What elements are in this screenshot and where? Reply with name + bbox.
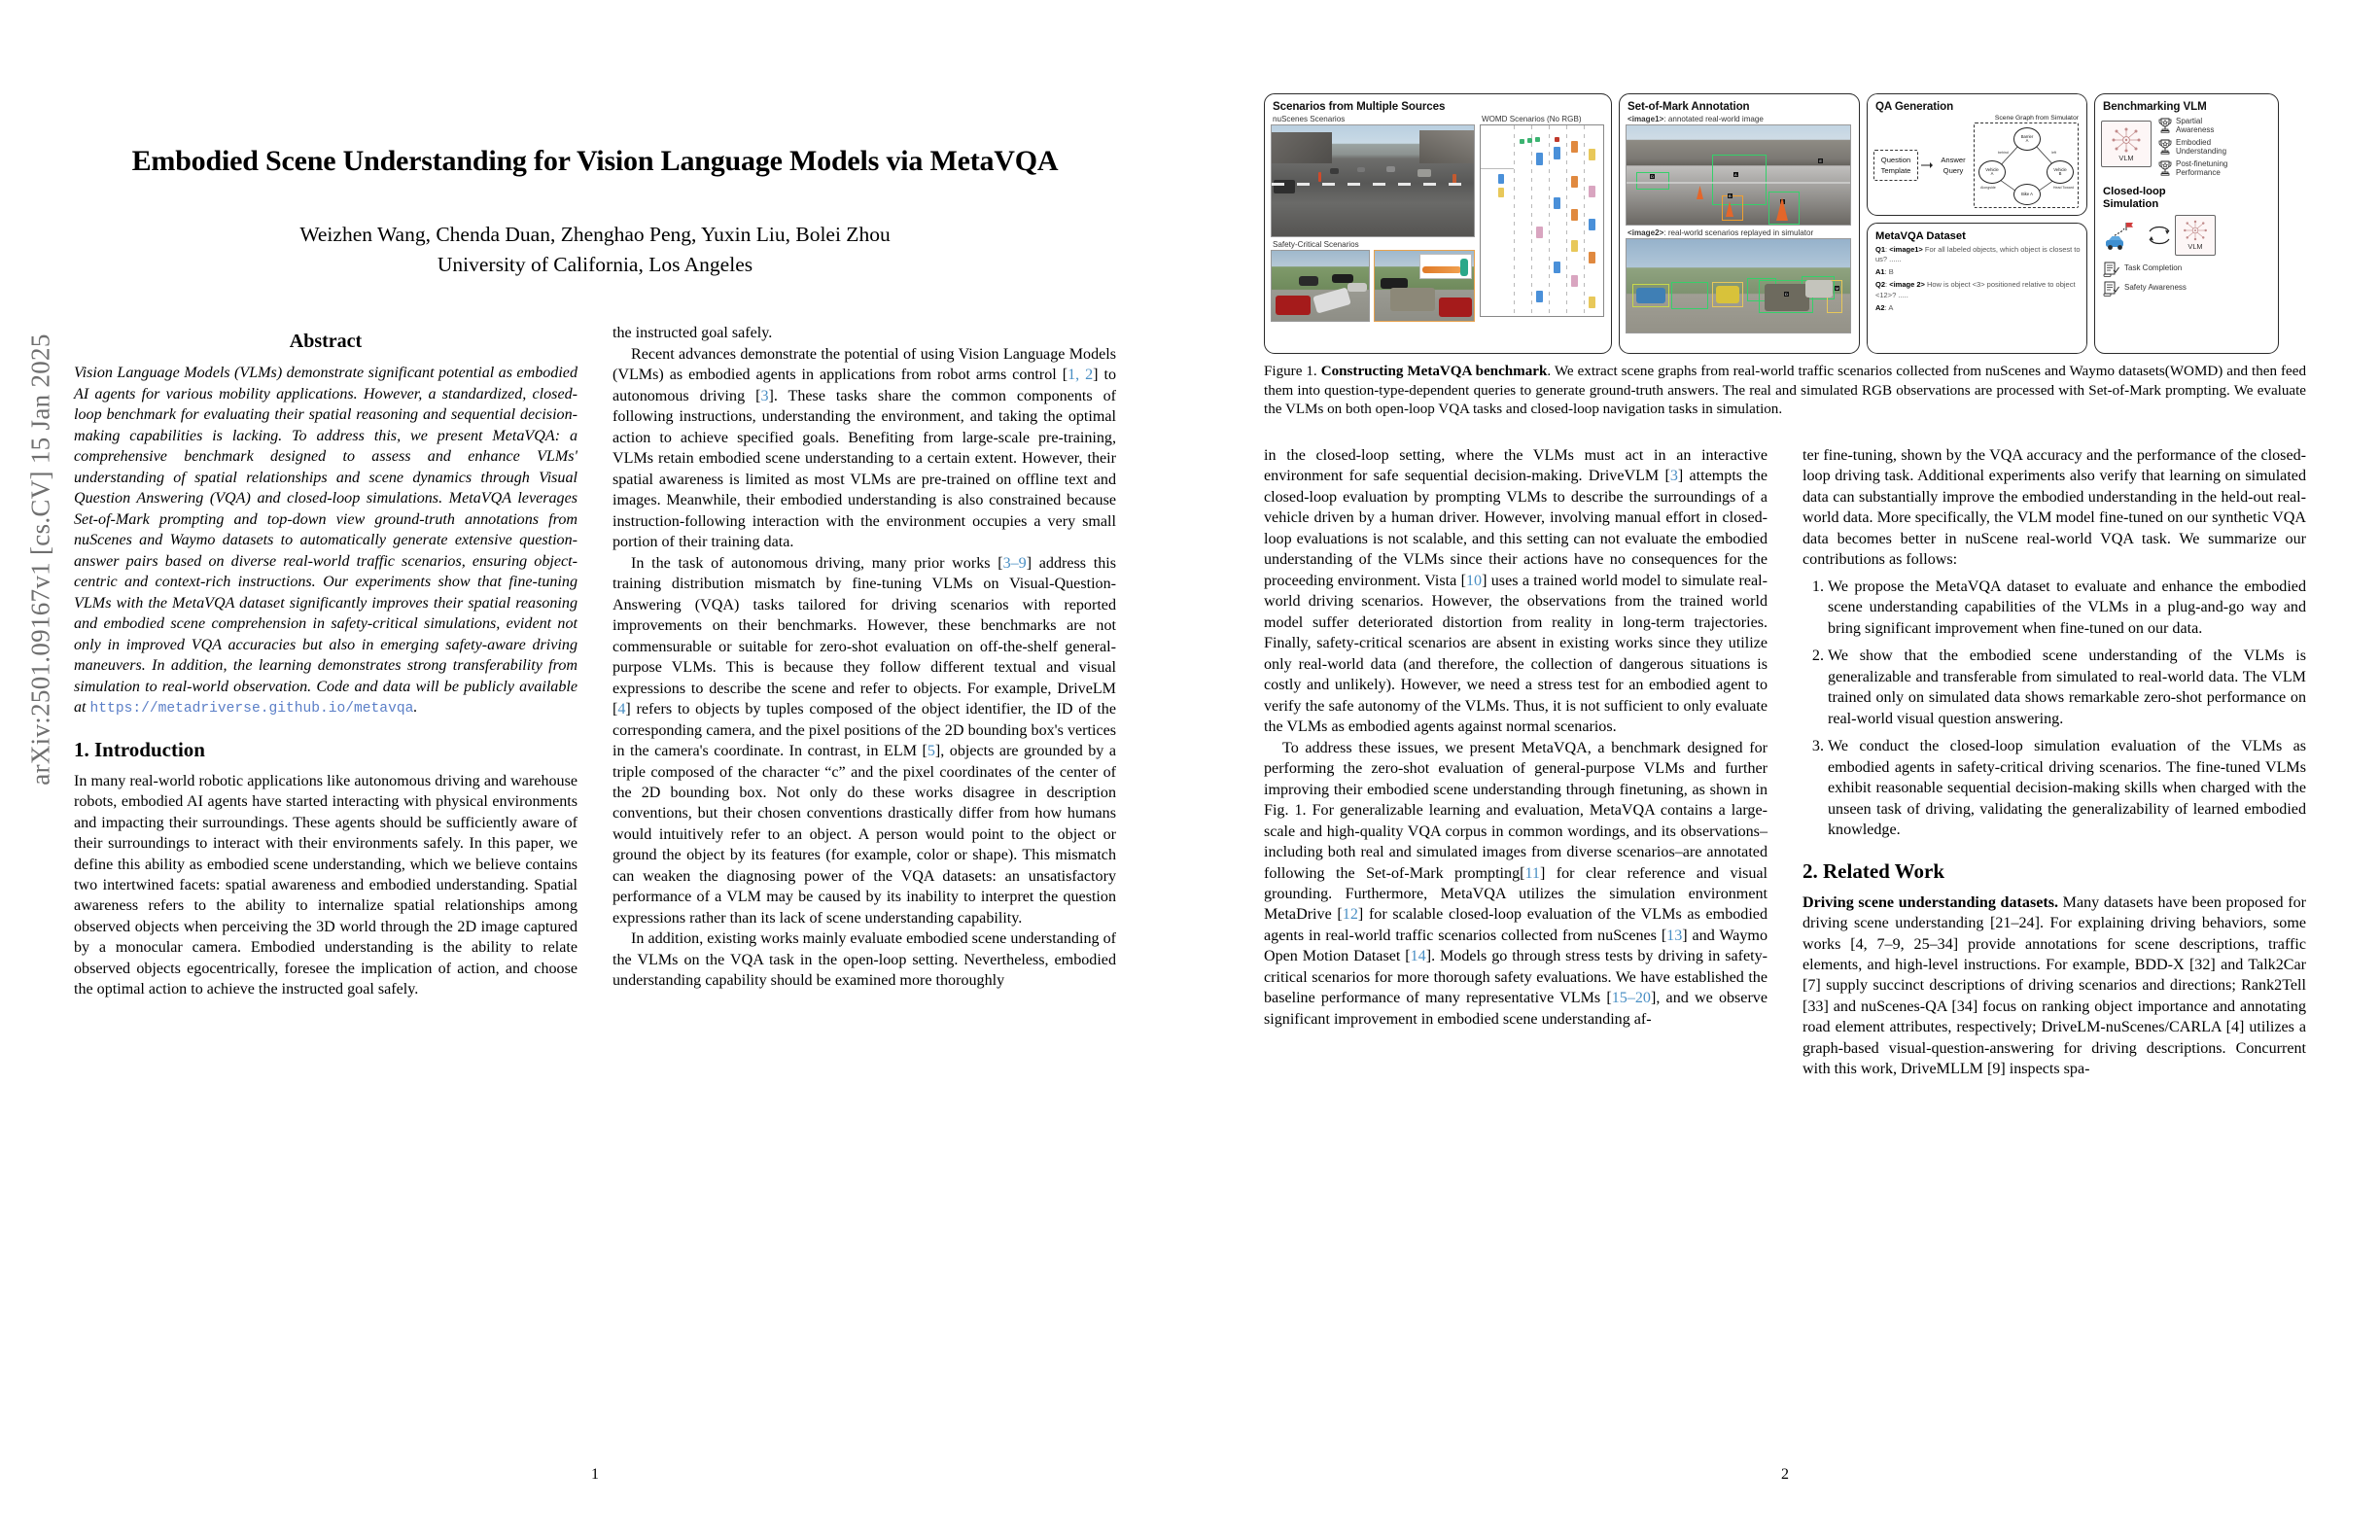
arxiv-stamp: arXiv:2501.09167v1 [cs.CV] 15 Jan 2025 <box>25 333 55 786</box>
citation-link[interactable]: 15–20 <box>1611 990 1651 1007</box>
qa-answer-2: A2: A <box>1875 302 1894 312</box>
agent-box-21 <box>1536 291 1543 302</box>
benchmark-metric-postfinetuning <box>2158 159 2272 178</box>
related-work-body: Many datasets have been proposed for driving scene understanding [21–24]. For explaining driving behaviors, some works [4, 7–9, 25–34] provide annotations for scene descriptions, traffic elements, and high-level instructions. For example, BDD-X [32] and Talk2Car [7] supply succinct descriptions of driving scenarios and directions; Rank2Tell [33] and nuScenes-QA [34] focus on ranking object importance and annotating road element attributes, respectively; DriveLM-nuScenes/CARLA [4] utilizes a graph-based visual-question-answering for driving descriptions. Concurrent with this work, DriveMLLM [9] inspects spa- <box>1802 893 2306 1078</box>
sim-vehicle-blue <box>1636 288 1665 303</box>
abstract-heading: Abstract <box>289 331 363 353</box>
dark-car-1 <box>1299 276 1318 286</box>
answer-query-line2: Query <box>1942 166 1964 175</box>
page-number-2: 2 <box>1781 1466 1789 1483</box>
agent-box-20 <box>1571 275 1578 287</box>
benchmark-metric-safety-awareness <box>2103 280 2272 297</box>
metric-spatial-l2: Awareness <box>2176 125 2215 135</box>
traffic-cone-1 <box>1697 186 1703 199</box>
lane-line-1 <box>1514 125 1515 316</box>
building-left <box>1272 132 1332 163</box>
vlm-model-box-2 <box>2175 215 2216 256</box>
citation-link[interactable]: 3–9 <box>1002 554 1027 572</box>
citation-link[interactable]: 11 <box>1524 864 1540 882</box>
nuscenes-scenarios-label: nuScenes Scenarios <box>1273 115 1346 123</box>
lane-line-5 <box>1584 125 1585 316</box>
panel-qa-generation-group <box>1867 93 2087 354</box>
column-right <box>612 323 1116 1000</box>
trajectory-green <box>1460 259 1468 276</box>
agent-box-6 <box>1527 138 1532 143</box>
graph-edge-label-left: left <box>2051 151 2056 155</box>
p2-col1-paragraph-1: in the closed-loop setting, where the VLMs must act in an interactive environment for safe sequential decision-making. DriveVLM [3] attempts the closed-loop evaluation by prompting VLMs to describe the surroundings of a vehicle driven by a human driver. However, involving manual effort in closed-loop evaluations is not scalable, and this setting can not evaluate the embodied understanding of the VLMs since their actions have no consequences for the proceeding environment. Vista [10] uses a trained world model to simulate real-world driving scenarios. However, the observations from the trained world model suffer deteriorated distortion from reality in long-term trajectories. Finally, safety-critical scenarios are absent in existing works since they utilize only real-world data (and therefore, the collection of dangerous situations is costly and unlikely). However, we need a stress test for an embodied agent to verify the safe autonomy of the VLMs. Thus, it is not sufficient to only evaluate the VLMs as embodied agents against normal scenarios. <box>1264 446 1768 736</box>
red-car-2 <box>1439 298 1472 317</box>
qa-answer-1: A1: B <box>1875 267 1894 277</box>
graph-edge-label-behind: behind <box>1998 151 2009 155</box>
cross-road-edge <box>1481 168 1514 169</box>
car-navigation-icon <box>2103 219 2144 252</box>
q1-text: For all labeled objects, which object is closest to us? ...... <box>1875 245 2081 264</box>
figure-caption-text: . We extract scene graphs from real-world traffic scenarios collected from nuScenes and Waymo datasets(WOMD) and then feed them into question-type-dependent queries to generate ground-truth answers. The real and simulated RGB observations are processed with Set-of-Mark prompting. We evaluate the VLMs on both open-loop VQA tasks and closed-loop navigation tasks in simulation. <box>1264 364 2306 418</box>
figure-panel-row <box>1264 93 2306 354</box>
page-1-body <box>74 0 1116 1540</box>
agent-box-8 <box>1555 137 1559 142</box>
sim-tag-m: M <box>1836 286 1839 291</box>
column-right-p2 <box>1802 445 2306 1080</box>
panel-som-title: Set-of-Mark Annotation <box>1628 100 1750 113</box>
sim-vehicle-truck <box>1765 284 1809 311</box>
trophy-icon <box>2158 160 2172 176</box>
page-2-columns <box>1264 445 2306 1080</box>
som-image1-tag: <image1> <box>1628 115 1664 123</box>
graph-node-bike-a: Bike A <box>2013 184 2041 205</box>
graph-edge-label-alongside: Alongside <box>1980 186 1996 190</box>
som-tag-a: A <box>1734 172 1737 177</box>
figure-1-caption <box>1264 363 2306 420</box>
panel-benchmark-title: Benchmarking VLM <box>2103 100 2207 113</box>
question-template-box <box>1873 150 1918 181</box>
som-image2-tag: <image2> <box>1628 228 1664 237</box>
vlm-label-1: VLM <box>2118 153 2134 162</box>
neural-network-icon <box>2182 219 2209 242</box>
q2-text: How is object <3> positioned relative to object <12>? ..... <box>1875 280 2076 299</box>
agent-box-12 <box>1589 186 1595 197</box>
pedestrian-2 <box>1452 174 1456 185</box>
answer-query-line1: Answer <box>1941 156 1966 164</box>
closed-loop-l2: Simulation <box>2103 198 2159 211</box>
dark-car-2 <box>1332 274 1353 283</box>
page-number-1: 1 <box>591 1466 599 1483</box>
lane-line-2 <box>1531 125 1532 316</box>
abstract-url-line2[interactable]: metadriverse.github.io/metavqa <box>158 701 414 718</box>
section-introduction-heading: 1. Introduction <box>74 737 205 761</box>
som-tag-d: D <box>1651 174 1654 179</box>
abstract-url-line1[interactable]: https:// <box>89 701 158 718</box>
panel-scenarios-title: Scenarios from Multiple Sources <box>1273 100 1446 113</box>
agent-box-15 <box>1589 219 1595 230</box>
related-work-lead-in: Driving scene understanding datasets. <box>1802 893 2059 911</box>
som-image1-label <box>1628 115 1853 123</box>
affiliation: University of California, Los Angeles <box>437 253 753 277</box>
a1-label: A1 <box>1875 267 1885 277</box>
agent-box-1 <box>1536 153 1543 165</box>
p2-col2-paragraph-1: ter fine-tuning, shown by the VQA accuracy and the performance of the closed-loop driving task. Additional experiments also verify that learning on simulated data can substantially improve the embodied understanding in the held-out real-world data. More specifically, the VLM model fine-tuned on our synthetic VQA data becomes better in nuScene real-world VQA task. We summarize our contributions as follows: <box>1802 446 2306 569</box>
metric-embodied-l1: Embodied <box>2176 137 2212 147</box>
agent-box-9 <box>1498 174 1504 184</box>
answer-query-label <box>1936 155 1971 176</box>
page-1-columns <box>74 323 1116 1000</box>
page-title: Embodied Scene Understanding for Vision Language Models via MetaVQA <box>131 145 1059 177</box>
contribution-item-3: 3. We conduct the closed-loop simulation evaluation of the VLMs as embodied agents in safety-critical driving scenarios. The fine-tuned VLMs exhibit reasonable sequential decision-making skills when charged with the unseen task of driving, validating the generalizability of learned embodied knowledge. <box>1828 736 2306 840</box>
agent-box-16 <box>1536 227 1543 238</box>
trajectory-orange <box>1422 266 1461 273</box>
som-box-cone-1 <box>1722 195 1743 221</box>
column-left-p2 <box>1264 445 1768 1080</box>
citation-link[interactable]: 14 <box>1410 948 1426 965</box>
citation-link[interactable]: 10 <box>1465 572 1483 589</box>
panel-scenarios-from-multiple-sources <box>1264 93 1612 354</box>
truck-1 <box>1390 288 1435 311</box>
lane-marking <box>1627 182 1850 184</box>
panel-metavqa-dataset <box>1867 223 2087 354</box>
building-right <box>1419 130 1474 163</box>
scene-graph-box <box>1974 122 2079 208</box>
safety-critical-render-2 <box>1374 250 1475 322</box>
agent-box-14 <box>1571 209 1578 221</box>
benchmark-metric-spatial <box>2158 117 2272 135</box>
closed-loop-l1: Closed-loop <box>2103 185 2166 197</box>
clipboard-check-icon <box>2103 261 2120 277</box>
figure-caption-label: Figure 1. <box>1264 364 1317 379</box>
citation-link[interactable]: 12 <box>1342 906 1358 924</box>
sim-vehicle-yellow <box>1716 286 1739 303</box>
som-annotated-real-image <box>1626 124 1851 226</box>
womd-topdown-view <box>1480 124 1604 317</box>
abstract-text <box>74 363 578 718</box>
pedestrian-1 <box>1318 172 1321 182</box>
som-image1-text: : annotated real-world image <box>1663 115 1764 123</box>
car-mid-3 <box>1386 166 1395 172</box>
page-2-body <box>1264 0 2306 1540</box>
vlm-model-box-1 <box>2101 121 2152 167</box>
agent-box-2 <box>1554 147 1560 159</box>
abstract-url-period: . <box>413 699 418 717</box>
car-mid-1 <box>1330 168 1339 174</box>
womd-scenarios-label: WOMD Scenarios (No RGB) <box>1482 115 1582 123</box>
citation-link[interactable]: 3 <box>1669 468 1678 485</box>
car-foreground <box>1274 180 1295 193</box>
question-template-line2: Template <box>1880 166 1911 175</box>
agent-box-7 <box>1535 137 1540 142</box>
citation-link[interactable]: 13 <box>1666 927 1683 944</box>
qa-question-2: Q2: <image 2> How is object <3> positioned relative to object <12>? ..... <box>1875 280 2076 299</box>
intro-continuation: the instructed goal safely. <box>612 325 773 342</box>
metric-embodied-l2: Understanding <box>2176 147 2227 157</box>
trophy-icon <box>2158 139 2172 155</box>
minimap-inset <box>1419 254 1472 279</box>
white-car-1 <box>1312 287 1351 313</box>
figure-caption-bold: Constructing MetaVQA benchmark <box>1320 364 1548 379</box>
citation-link[interactable]: 5 <box>927 743 935 760</box>
som-image2-text: : real-world scenarios replayed in simulator <box>1663 228 1814 237</box>
intro-paragraph-3: In the task of autonomous driving, many prior works [3–9] address this training distribution mismatch by fine-tuning VLMs on Visual-Question-Answering (VQA) tasks tailored for driving scenarios with reported improvements on their benchmarks. However, these benchmarks are not commensurable or suitable for zero-shot evaluation on off-the-shelf general-purpose VLMs. This is because they follow different textual and visual expressions to describe the scene and refer to objects. For example, DriveLM [4] refers to objects by tuples composed of the object identifier, the ID of the corresponding camera, and the pixel positions of the 2D bounding box's vertices in the camera's coordinate. In contrast, in ELM [5], objects are grounded by a triple composed of the character “c” and the pixel coordinates of the center of the 2D bounding box. Not only do these works disagree in description conventions, but their chosen conventions drastically differ from how humans would intuitively refer to an object. A person would point to the object or ground the object by its features (for example, color or shape). This mismatch can weaken the diagnosing power of the VQA datasets: an unsatisfactory performance of a VLM may be caused by its inability to interpret the question expressions rather than its lack of scene understanding capability. <box>612 554 1116 927</box>
agent-box-19 <box>1554 262 1560 273</box>
a2-text: A <box>1888 302 1894 312</box>
som-tag-b: B <box>1729 193 1732 198</box>
safety-critical-scenarios-label: Safety-Critical Scenarios <box>1273 240 1359 249</box>
neural-network-icon <box>2110 126 2143 154</box>
panel-set-of-mark-annotation <box>1619 93 1860 354</box>
related-work-paragraph-1 <box>1802 892 2306 1080</box>
metavqa-dataset-title: MetaVQA Dataset <box>1875 230 1966 242</box>
contribution-item-1: 1. We propose the MetaVQA dataset to evaluate and enhance the embodied scene understanding capabilities of the VLMs in a plug-and-go way and bring significant improvement when fine-tuned on our data. <box>1828 577 2306 639</box>
panel-benchmarking-vlm <box>2094 93 2279 354</box>
citation-link[interactable]: 1, 2 <box>1068 367 1094 384</box>
metric-label-embodied <box>2176 138 2226 157</box>
agent-box-18 <box>1589 252 1595 263</box>
q1-tag: <image1> <box>1889 245 1923 254</box>
abstract-body: Vision Language Models (VLMs) demonstrate significant potential as embodied AI agents for various mobility applications. However, a standardized, closed-loop benchmark for evaluating their spatial reasoning and sequential decision-making capabilities is lacking. To address this, we present MetaVQA: a comprehensive benchmark designed to assess and enhance VLMs' understanding of spatial relationships and scene dynamics through Visual Question Answering (VQA) and closed-loop simulations. MetaVQA leverages Set-of-Mark prompting and top-down view ground-truth annotations from nuScenes and Waymo datasets to automatically generate extensive question-answer pairs based on diverse real-world traffic scenarios, ensuring object-centric and context-rich instructions. Our experiments show that fine-tuning VLMs with the MetaVQA dataset significantly improves their spatial reasoning and embodied scene comprehension in safety-critical simulations, evident not only in improved VQA accuracies but also in emerging safety-aware driving maneuvers. In addition, the learning demonstrates strong transferability from simulation to real-world observation. Code and data will be publicly available at <box>74 365 578 717</box>
metric-label-postfinetuning <box>2176 159 2227 178</box>
sim-box-2 <box>1671 282 1708 309</box>
grey-car-1 <box>1348 283 1367 292</box>
loop-arrows-icon <box>2147 223 2172 248</box>
a1-text: B <box>1888 267 1894 277</box>
som-simulator-replay-image <box>1626 238 1851 333</box>
agent-box-10 <box>1498 188 1504 197</box>
agent-box-4 <box>1589 149 1595 160</box>
car-mid-4 <box>1418 169 1431 177</box>
som-image2-label <box>1628 228 1853 237</box>
clipboard-check-icon <box>2103 280 2120 297</box>
nuscenes-street-photo <box>1271 124 1475 237</box>
metric-post-l1: Post-finetuning <box>2176 158 2228 168</box>
lane-line-3 <box>1549 125 1550 316</box>
vlm-label-2: VLM <box>2188 242 2203 251</box>
sim-tag-d: D <box>1785 292 1788 297</box>
closed-loop-simulation-title <box>2103 186 2272 212</box>
sim-vehicle-grey <box>1805 280 1833 298</box>
metric-spatial-l1: Spartial <box>2176 117 2203 125</box>
red-car-1 <box>1276 296 1311 315</box>
intro-paragraph-2: Recent advances demonstrate the potential of using Vision Language Models (VLMs) as embodied agents in applications from robot arms control [1, 2] to autonomous driving [3]. These tasks share the common components of following instructions, understanding the environment, and taking the optimal action to achieve specified goals. Benefiting from large-scale pre-training, VLMs retain embodied scene understanding to a certain extent. However, their spatial awareness is limited as most VLMs are pre-trained on offline text and images. Meanwhile, their embodied understanding is also constrained because instruction-following interaction with the environment occupies a very small portion of their training data. <box>612 345 1117 551</box>
intro-paragraph-1: In many real-world robotic applications like autonomous driving and warehouse robots, embodied AI agents have started interacting with physical environments and impacting their surroundings. These agents should be sufficiently aware of their surroundings to interact with their environments safely. In this paper, we define this ability as embodied scene understanding, which we believe contains two intertwined facets: spatial awareness and embodied understanding. Spatial awareness refers to the ability to internalize spatial relationships among observed objects when perceiving the 3D world through the 2D image captured by a monocular camera. Embodied understanding is the ability to relate observed objects egocentrically, foresee the implication of action, and choose the optimal action to achieve the instructed goal safely. <box>74 772 578 998</box>
agent-box-11 <box>1571 176 1578 188</box>
benchmark-metric-task-completion <box>2103 261 2272 277</box>
a2-label: A2 <box>1875 302 1885 312</box>
contributions-list <box>1802 577 2306 841</box>
citation-link[interactable]: 3 <box>760 387 769 404</box>
agent-box-22 <box>1589 297 1595 308</box>
car-mid-2 <box>1357 167 1365 172</box>
section-related-work-heading: 2. Related Work <box>1802 858 1945 883</box>
panel-qa-generation <box>1867 93 2087 216</box>
page-2 <box>1190 0 2380 1540</box>
lane-line-4 <box>1566 125 1567 316</box>
scene-graph-label: Scene Graph from Simulator <box>1994 115 2079 122</box>
q2-label: Q2 <box>1875 280 1886 290</box>
author-list: Weizhen Wang, Chenda Duan, Zhenghao Peng, Yuxin Liu, Bolei Zhou <box>299 223 891 246</box>
figure-1 <box>1264 93 2306 420</box>
metric-post-l2: Performance <box>2176 168 2221 178</box>
q2-tag: <image 2> <box>1889 280 1925 290</box>
agent-box-17 <box>1571 240 1578 252</box>
panel-qa-title: QA Generation <box>1875 100 1954 113</box>
safety-critical-render-1 <box>1271 250 1370 322</box>
metric-label-spatial <box>2176 117 2214 135</box>
trophy-icon <box>2158 118 2172 133</box>
metric-label-task-completion: Task Completion <box>2124 263 2183 273</box>
benchmark-metric-embodied <box>2158 138 2272 157</box>
graph-node-vehicle-b: Vehicle B <box>2047 160 2074 184</box>
qa-question-1: Q1: <image1> For all labeled objects, which object is closest to us? ...... <box>1875 245 2081 264</box>
metric-label-safety-awareness: Safety Awareness <box>2124 283 2187 293</box>
q1-label: Q1 <box>1875 245 1886 254</box>
graph-node-vehicle-a: Vehicle A <box>1978 160 2006 184</box>
agent-box-5 <box>1520 139 1524 144</box>
contribution-item-2: 2. We show that the embodied scene understanding of the VLMs is generalizable and transferable from simulated to real-world data. The VLM trained only on simulated data shows remarkable zero-shot performance on real-world visual question answering. <box>1828 646 2306 729</box>
agent-box-13 <box>1554 197 1560 209</box>
som-tag-e: E <box>1819 158 1822 163</box>
agent-box-3 <box>1571 141 1578 153</box>
arrow-right-icon <box>1921 160 1933 170</box>
column-left <box>74 323 578 1000</box>
graph-node-barrier-a: Barrier A <box>2013 127 2041 151</box>
question-template-line1: Question <box>1880 156 1911 164</box>
p2-col1-paragraph-2: To address these issues, we present MetaVQA, a benchmark designed for performing the zero-shot evaluation of general-purpose VLMs and further improving their embodied scene understanding through finetuning, as shown in Fig. 1. For generalizable learning and evaluation, MetaVQA contains a large-scale and high-quality VQA corpus in common wordings, and its observations–including both real and simulated images from diverse scenarios–are annotated following the Set-of-Mark prompting[11] for clear reference and visual grounding. Furthermore, MetaVQA utilizes the simulation environment MetaDrive [12] for scalable closed-loop evaluation of the VLMs as embodied agents in real-world traffic scenarios collected from nuScenes [13] and Waymo Open Motion Dataset [14]. Models go through stress tests by driving in safety-critical scenarios for more thorough safety evaluations. We have established the baseline performance of many representative VLMs [15–20], and we observe significant improvement in embodied scene understanding af- <box>1264 739 1768 1028</box>
graph-edge-label-head-toward: Head Toward <box>2052 186 2074 190</box>
citation-link[interactable]: 4 <box>617 701 626 718</box>
intro-paragraph-4: In addition, existing works mainly evaluate embodied scene understanding of the VLMs on the VQA task in the open-loop setting. Nevertheless, embodied understanding capability should be examined more thoroughly <box>612 930 1116 990</box>
